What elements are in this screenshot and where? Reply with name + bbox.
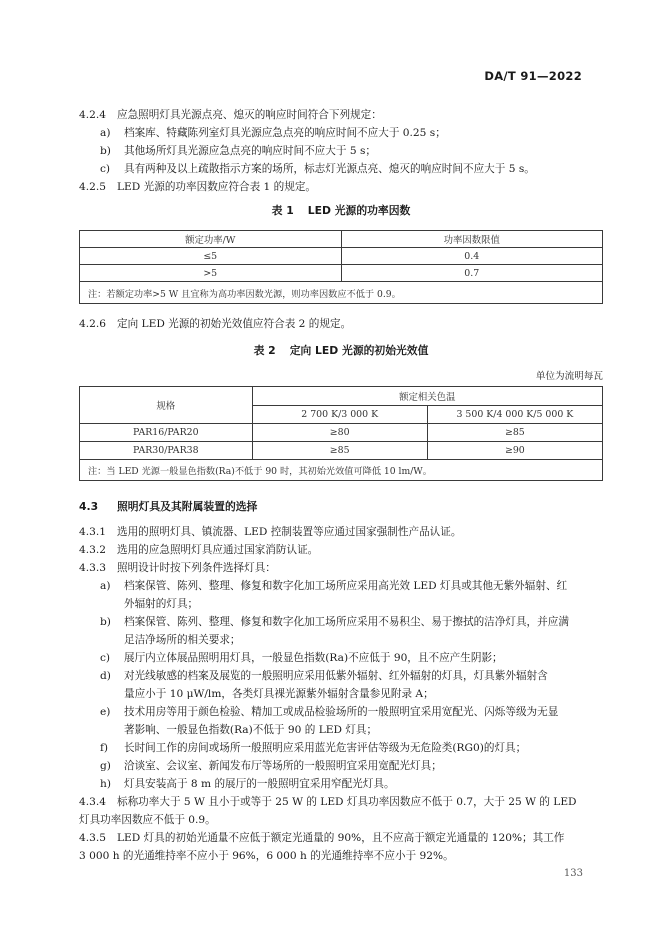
list-item-cont: 外辐射的灯具； — [124, 598, 199, 610]
table-row: PAR16/PAR20 ≥80 ≥85 — [80, 424, 603, 442]
list-item: c) 具有两种及以上疏散指示方案的场所，标志灯光源点亮、熄灭的响应时间不应大于 5 s。 — [100, 163, 535, 175]
table-row: ≤5 0.4 — [80, 248, 603, 265]
clause-4-3-5: 4.3.5 LED 灯具的初始光通量不应低于额定光通量的 90%，且不应高于额定光通量的 120%；其工作 — [79, 832, 565, 844]
table-row: PAR30/PAR38 ≥85 ≥90 — [80, 442, 603, 460]
list-item-cont: 量应小于 10 μW/lm，各类灯具裸光源紫外辐射含量参见附录 A； — [124, 688, 434, 700]
page-number: 133 — [563, 868, 583, 879]
clause-4-3-4-cont: 灯具功率因数应不低于 0.9。 — [79, 814, 216, 826]
table2-caption: 表 2 定向 LED 光源的初始光效值 — [253, 344, 429, 357]
table-note: 注：当 LED 光源一般显色指数(Ra)不低于 90 时，其初始光效值可降低 10 lm/W。 — [80, 460, 603, 481]
table-row: >5 0.7 — [80, 265, 603, 282]
clause-number: 4.2.4 — [79, 109, 106, 121]
section-4-3-heading: 4.3 照明灯具及其附属装置的选择 — [79, 500, 258, 513]
table1 — [79, 230, 603, 304]
list-item: a) 档案库、特藏陈列室灯具光源应急点亮的响应时间不应大于 0.25 s； — [100, 127, 446, 139]
list-item: e) 技术用房等用于颜色检验、精加工或成品检验场所的一般照明宜采用宽配光、闪烁等级为无显 — [100, 706, 559, 718]
table2-unit: 单位为流明每瓦 — [535, 371, 603, 382]
table-header-row: 2 700 K/3 000 K 3 500 K/4 000 K/5 000 K — [80, 406, 603, 424]
clause-4-2-4 — [79, 107, 382, 123]
list-item-cont: 足洁净场所的相关要求； — [124, 634, 241, 646]
list-item: f) 长时间工作的房间或场所一般照明应采用蓝光危害评估等级为无危险类(RG0)的灯具； — [100, 742, 527, 754]
list-item: c) 展厅内立体展品照明用灯具，一般显色指数(Ra)不应低于 90，且不应产生阴影； — [100, 652, 503, 664]
table-header-row: 额定功率/W 功率因数限值 — [80, 231, 603, 248]
list-item: a) 档案保管、陈列、整理、修复和数字化加工场所应采用高光效 LED 灯具或其他无紫外辐射、红 — [100, 580, 568, 592]
table2 — [79, 386, 603, 481]
clause-4-2-6: 4.2.6 定向 LED 光源的初始光效值应符合表 2 的规定。 — [79, 318, 352, 330]
clause-4-3-4: 4.3.4 标称功率大于 5 W 且小于或等于 25 W 的 LED 灯具功率因数应不低于 0.7，大于 25 W 的 LED — [79, 796, 577, 808]
list-item: g) 洽谈室、会议室、新闻发布厅等场所的一般照明宜采用宽配光灯具； — [100, 760, 442, 772]
list-item: b) 其他场所灯具光源应急点亮的响应时间不应大于 5 s； — [100, 145, 376, 157]
table-note: 注：若额定功率>5 W 且宜称为高功率因数光源，则功率因数应不低于 0.9。 — [80, 282, 603, 304]
clause-text: 应急照明灯具光源点亮、熄灭的响应时间符合下列规定： — [117, 109, 382, 121]
list-item: h) 灯具安装高于 8 m 的展厅的一般照明宜采用窄配光灯具。 — [100, 778, 395, 790]
table-header-row: 规格 额定相关色温 — [80, 387, 603, 406]
list-item: b) 档案保管、陈列、整理、修复和数字化加工场所应采用不易积尘、易于擦拭的洁净灯具，并应满 — [100, 616, 569, 628]
list-item-cont: 著影响、一般显色指数(Ra)不低于 90 的 LED 灯具； — [124, 724, 378, 736]
clause-4-2-5: 4.2.5 LED 光源的功率因数应符合表 1 的规定。 — [79, 181, 317, 193]
clause-4-3-3: 4.3.3 照明设计时按下列条件选择灯具： — [79, 562, 276, 574]
list-item: d) 对光线敏感的档案及展览的一般照明应采用低紫外辐射、红外辐射的灯具，灯具紫外辐射含 — [100, 670, 548, 682]
standard-id: DA/T 91—2022 — [484, 69, 582, 83]
clause-4-3-2: 4.3.2 选用的应急照明灯具应通过国家消防认证。 — [79, 544, 319, 556]
clause-4-3-5-cont: 3 000 h 的光通维持率不应小于 96%，6 000 h 的光通维持率不应小于 92%。 — [79, 850, 454, 862]
clause-4-3-1: 4.3.1 选用的照明灯具、镇流器、LED 控制装置等应通过国家强制性产品认证。 — [79, 526, 462, 538]
table1-caption: 表 1 LED 光源的功率因数 — [271, 204, 411, 217]
